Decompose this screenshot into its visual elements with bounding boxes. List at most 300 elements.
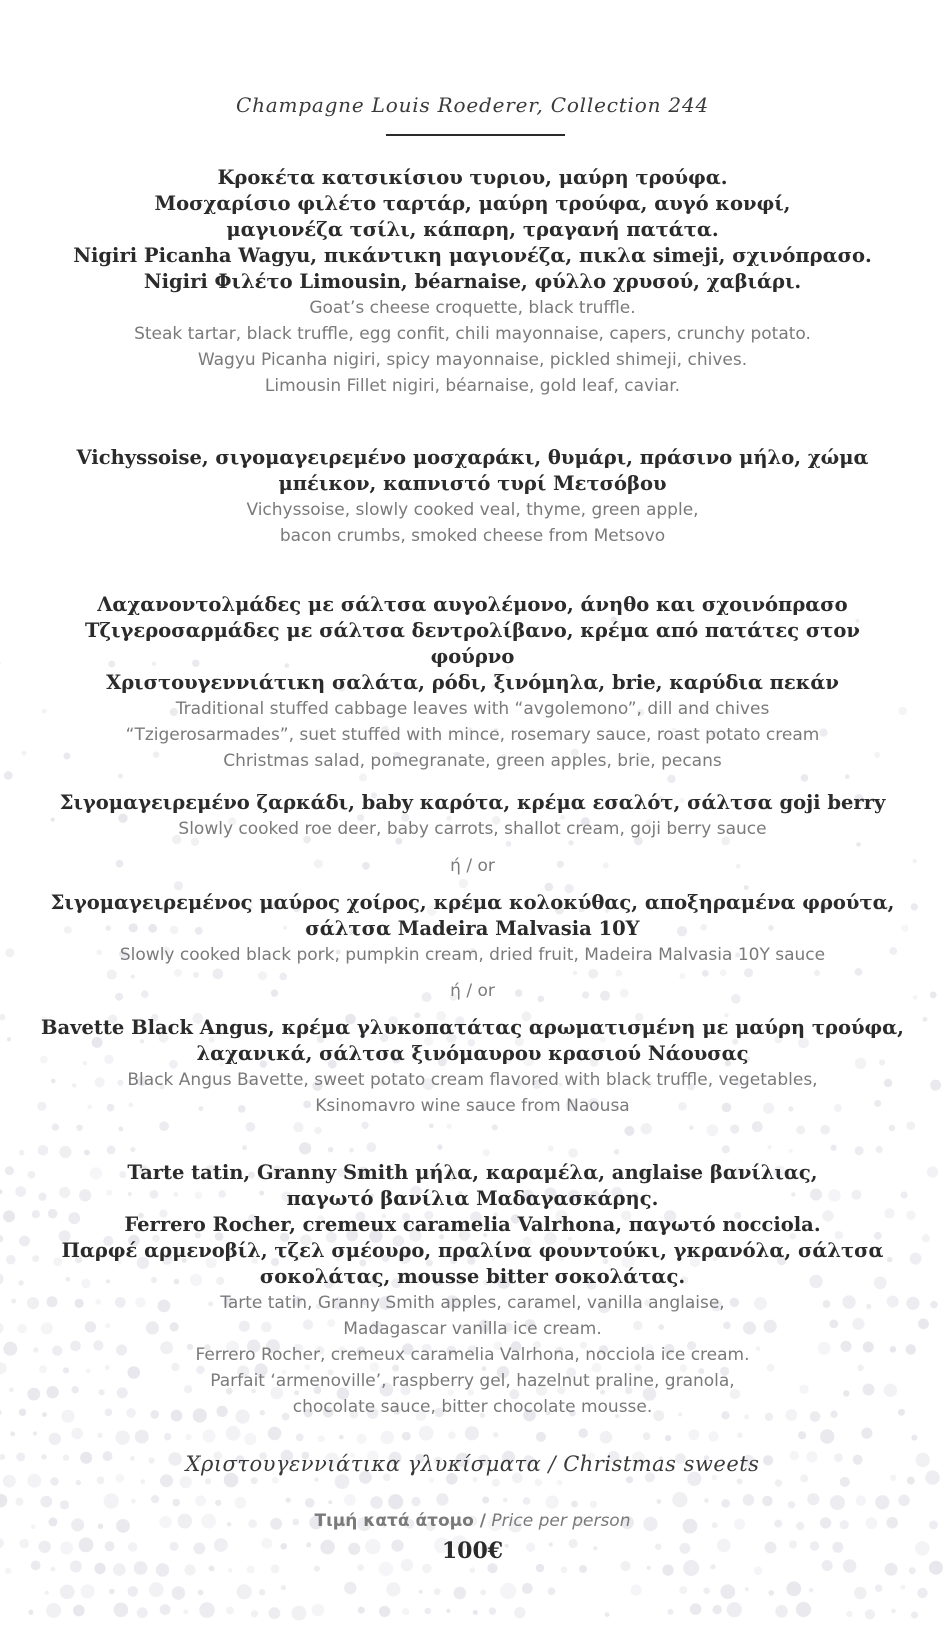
background-dot — [104, 1493, 119, 1508]
background-dot — [688, 1429, 699, 1440]
background-dot — [18, 1280, 23, 1285]
background-dot — [184, 1564, 195, 1575]
background-dot — [245, 1122, 255, 1132]
background-dot — [292, 1606, 307, 1621]
background-dot — [0, 1494, 7, 1508]
background-dot — [226, 1607, 234, 1615]
background-dot — [807, 1493, 819, 1505]
background-dot — [469, 1567, 475, 1573]
background-dot — [906, 1211, 916, 1221]
background-dot — [465, 1426, 479, 1440]
background-dot — [754, 1566, 763, 1575]
background-dot — [128, 1586, 139, 1597]
background-dot — [906, 1344, 916, 1354]
background-dot — [118, 1127, 123, 1132]
background-dot — [590, 1501, 597, 1508]
background-dot — [930, 1080, 941, 1091]
background-dot — [437, 1144, 442, 1149]
background-dot — [745, 1587, 749, 1591]
background-dot — [0, 1014, 5, 1021]
background-dot — [7, 1037, 11, 1041]
course-greek-line: Λαχανοντολμάδες με σάλτσα αυγολέμονο, άνηθο και σχοινόπρασο — [97, 593, 848, 616]
background-dot — [641, 1123, 652, 1134]
background-dot — [789, 1149, 793, 1153]
background-dot — [662, 1565, 673, 1576]
background-dot — [293, 1122, 303, 1132]
background-dot — [573, 971, 577, 975]
background-dot — [493, 1432, 498, 1437]
dessert-english-line: Madagascar vanilla ice cream. — [343, 1319, 602, 1339]
background-dot — [419, 1590, 423, 1594]
background-dot — [489, 1607, 496, 1614]
price-label-english: Price per person — [491, 1511, 631, 1531]
background-dot — [722, 1145, 730, 1153]
background-dot — [796, 1125, 805, 1134]
main-option-bavette — [40, 1015, 905, 1119]
background-dot — [235, 1497, 247, 1509]
background-dot — [0, 1273, 4, 1285]
background-dot — [118, 773, 123, 778]
background-dot — [183, 1609, 188, 1614]
background-dot — [251, 1610, 258, 1617]
background-dot — [911, 903, 918, 910]
background-dot — [854, 1587, 867, 1600]
background-dot — [911, 1435, 917, 1441]
background-dot — [33, 1347, 38, 1352]
course-english-line: “Tzigerosarmades”, suet stuffed with mince, rosemary sauce, roast potato cream — [125, 725, 820, 745]
main-greek-line: λαχανικά, σάλτσα ξινόμαυρου κρασιού Νάουσας — [196, 1042, 749, 1065]
background-dot — [913, 859, 917, 863]
background-dot — [911, 1612, 918, 1619]
background-dot — [737, 1433, 742, 1438]
dessert-english-line: Tarte tatin, Granny Smith apples, caramel, vanilla anglaise, — [220, 1293, 725, 1313]
background-dot — [910, 1253, 922, 1265]
dessert-greek-line: παγωτό βανίλια Μαδαγασκάρης. — [286, 1187, 659, 1210]
background-dot — [6, 1255, 16, 1265]
background-dot — [379, 1606, 390, 1617]
background-dot — [446, 1124, 451, 1129]
background-dot — [244, 1433, 256, 1445]
background-dot — [579, 1565, 587, 1573]
background-dot — [27, 1297, 39, 1309]
background-dot — [402, 1432, 411, 1441]
background-dot — [199, 1602, 215, 1618]
dessert-greek-line: σοκολάτας, mousse bitter σοκολάτας. — [259, 1265, 686, 1288]
main-english-line: Slowly cooked black pork, pumpkin cream, dried fruit, Madeira Malvasia 10Y sauce — [119, 945, 826, 965]
course-greek-line: Nigiri Picanha Wagyu, πικάντικη μαγιονέζα, πικλα simeji, σχινόπρασο. — [73, 244, 872, 267]
background-dot — [109, 1589, 115, 1595]
background-dot — [865, 1609, 875, 1619]
course-greek-line: μπέικον, καπνιστό τυρί Μετσόβου — [278, 472, 667, 495]
background-dot — [314, 1566, 320, 1572]
background-dot — [624, 1126, 634, 1136]
background-dot — [361, 1122, 368, 1129]
background-dot — [600, 1431, 613, 1444]
background-dot — [568, 1148, 578, 1158]
background-dot — [548, 1146, 554, 1152]
background-dot — [906, 1297, 919, 1310]
background-dot — [339, 1435, 344, 1440]
background-dot — [370, 1496, 383, 1509]
main-option-roe-deer — [40, 790, 905, 842]
course-english-line: Christmas salad, pomegranate, green apples, brie, pecans — [223, 751, 722, 771]
background-dot — [328, 1147, 333, 1152]
background-dot — [202, 1429, 215, 1442]
background-dot — [615, 970, 622, 977]
background-dot — [578, 1428, 588, 1438]
dessert-english-line: Ferrero Rocher, cremeux caramelia Valrhona, nocciola ice cream. — [195, 1345, 750, 1365]
background-dot — [702, 970, 709, 977]
main-option-black-pork — [40, 890, 905, 968]
background-dot — [286, 1498, 291, 1503]
or-label: ή / or — [450, 981, 495, 1001]
background-dot — [703, 1588, 709, 1594]
background-dot — [922, 1234, 930, 1242]
main-greek-line: Bavette Black Angus, κρέμα γλυκοπατάτας αρωματισμένη με μαύρη τρούφα, — [41, 1016, 904, 1039]
background-dot — [9, 1387, 14, 1392]
price-value: 100€ — [441, 1538, 504, 1564]
background-dot — [349, 1148, 354, 1153]
background-dot — [927, 1166, 938, 1177]
background-dot — [19, 1150, 25, 1156]
dessert-english-line: chocolate sauce, bitter chocolate mousse. — [292, 1397, 653, 1417]
background-dot — [32, 1210, 40, 1218]
background-dot — [27, 1388, 40, 1401]
dessert-greek-line: Ferrero Rocher, cremeux caramelia Valrhona, παγωτό nocciola. — [124, 1213, 821, 1236]
background-dot — [84, 1150, 90, 1156]
background-dot — [215, 1500, 221, 1506]
background-dot — [889, 1125, 896, 1132]
background-dot — [643, 1432, 651, 1440]
background-dot — [366, 1142, 376, 1152]
course-greek-line: Κροκέτα κατσικίσιου τυριου, μαύρη τρούφα. — [217, 166, 728, 189]
background-dot — [0, 1362, 7, 1374]
background-dot — [483, 1149, 490, 1156]
background-dot — [159, 1121, 169, 1131]
background-dot — [172, 1586, 186, 1600]
background-dot — [690, 1603, 702, 1615]
background-dot — [831, 1145, 837, 1151]
background-dot — [845, 774, 850, 779]
background-dot — [707, 1124, 719, 1136]
header-divider — [386, 134, 565, 136]
main-english-line: Black Angus Bavette, sweet potato cream flavored with black truffle, vegetables, — [127, 1070, 818, 1090]
background-dot — [16, 1498, 24, 1506]
background-dot — [130, 1147, 135, 1152]
main-greek-line: σάλτσα Madeira Malvasia 10Y — [305, 917, 640, 940]
background-dot — [17, 1324, 26, 1333]
background-dot — [268, 1427, 282, 1441]
background-dot — [386, 1582, 400, 1596]
background-dot — [500, 1583, 516, 1599]
background-dot — [913, 995, 918, 1000]
background-dot — [704, 1498, 709, 1503]
background-dot — [149, 1582, 164, 1597]
background-dot — [917, 1588, 927, 1598]
background-dot — [5, 1567, 12, 1574]
background-dot — [900, 1585, 905, 1590]
course-greek-line: Nigiri Φιλέτο Limousin, béarnaise, φύλλο χρυσού, χαβιάρι. — [143, 270, 802, 293]
background-dot — [318, 1435, 325, 1442]
background-dot — [28, 1610, 33, 1615]
background-dot — [22, 751, 27, 756]
background-dot — [679, 1586, 687, 1594]
background-dot — [38, 1145, 49, 1156]
dessert-greek-line: Tarte tatin, Granny Smith μήλα, καραμέλα, anglaise βανίλιας, — [127, 1161, 818, 1184]
background-dot — [242, 1145, 247, 1150]
background-dot — [546, 1495, 559, 1508]
background-dot — [131, 1499, 136, 1504]
background-dot — [492, 1124, 498, 1130]
background-dot — [247, 1565, 255, 1573]
background-dot — [46, 1603, 61, 1618]
background-dot — [60, 1585, 75, 1600]
background-dot — [744, 968, 753, 977]
background-dot — [73, 1605, 85, 1617]
background-dot — [19, 1409, 26, 1416]
course-english-line: Limousin Fillet nigiri, béarnaise, gold leaf, caviar. — [264, 376, 681, 396]
background-dot — [930, 992, 937, 999]
background-dot — [299, 1142, 311, 1154]
background-dot — [0, 1322, 4, 1334]
background-dot — [71, 1428, 83, 1440]
background-dot — [614, 1149, 620, 1155]
background-dot — [448, 1432, 456, 1440]
background-dot — [561, 1567, 568, 1574]
background-dot — [480, 1590, 486, 1596]
background-dot — [419, 1426, 434, 1441]
background-dot — [571, 1501, 578, 1508]
background-dot — [328, 1500, 332, 1504]
background-dot — [358, 1607, 365, 1614]
background-dot — [798, 1431, 806, 1439]
background-dot — [237, 1584, 252, 1599]
dessert-english-line: Parfait ‘armenoville’, raspberry gel, hazelnut praline, granola, — [210, 1371, 735, 1391]
background-dot — [0, 1189, 3, 1194]
background-dot — [296, 1434, 304, 1442]
background-dot — [657, 1499, 662, 1504]
background-dot — [19, 1236, 30, 1247]
background-dot — [801, 774, 809, 782]
course-english-line: Traditional stuffed cabbage leaves with “avgolemono”, dill and chives — [175, 699, 770, 719]
background-dot — [4, 771, 13, 780]
background-dot — [436, 1493, 448, 1505]
background-dot — [752, 1121, 763, 1132]
background-dot — [856, 842, 860, 846]
background-dot — [59, 1146, 71, 1158]
main-english-line: Ksinomavro wine sauce from Naousa — [315, 1096, 630, 1116]
background-dot — [0, 661, 1, 665]
background-dot — [909, 1567, 916, 1574]
background-dot — [473, 1610, 478, 1615]
background-dot — [672, 1492, 687, 1507]
course-traditional — [40, 592, 905, 774]
background-dot — [281, 1585, 286, 1590]
background-dot — [0, 1235, 3, 1242]
price-label — [0, 1508, 945, 1534]
background-dot — [727, 1602, 742, 1617]
background-dot — [135, 1430, 149, 1444]
background-dot — [15, 1186, 26, 1197]
or-label: ή / or — [450, 856, 495, 876]
background-dot — [33, 1431, 37, 1435]
background-dot — [76, 1125, 82, 1131]
menu-header-title: Champagne Louis Roederer, Collection 244 — [235, 93, 709, 117]
background-dot — [548, 1587, 556, 1595]
background-dot — [0, 1409, 1, 1415]
background-dot — [198, 1590, 204, 1596]
background-dot — [3, 1210, 15, 1222]
background-dot — [631, 1585, 642, 1596]
background-dot — [906, 1121, 915, 1130]
background-dot — [160, 1604, 171, 1615]
background-dot — [5, 948, 14, 957]
background-dot — [720, 969, 727, 976]
background-dot — [647, 1566, 651, 1570]
course-greek-line: Μοσχαρίσιο φιλέτο ταρτάρ, μαύρη τρούφα, αυγό κονφί, — [154, 192, 791, 215]
background-dot — [434, 1588, 441, 1595]
background-dot — [172, 1499, 180, 1507]
background-dot — [137, 1607, 148, 1618]
background-dot — [814, 970, 820, 976]
background-dot — [743, 1494, 755, 1506]
background-dot — [32, 1255, 39, 1262]
course-english-line: Goat’s cheese croquette, black truffle. — [309, 298, 636, 318]
dessert-greek-line: Παρφέ αρμενοβίλ, τζελ σμέουρο, πραλίνα φουντούκι, γκρανόλα, σάλτσα — [61, 1239, 884, 1262]
background-dot — [344, 1494, 356, 1506]
background-dot — [721, 1584, 736, 1599]
course-english-line: Steak tartar, black truffle, egg confit, chili mayonnaise, capers, crunchy potato. — [134, 324, 811, 344]
background-dot — [809, 1588, 814, 1593]
background-dot — [381, 1431, 394, 1444]
background-dot — [344, 1582, 356, 1594]
background-dot — [522, 1583, 533, 1594]
background-dot — [228, 1568, 232, 1572]
background-dot — [424, 1608, 431, 1615]
background-dot — [114, 1603, 129, 1618]
background-dot — [820, 1429, 834, 1443]
background-dot — [209, 1566, 215, 1572]
background-dot — [846, 1611, 852, 1617]
background-dot — [665, 1435, 671, 1441]
course-soup — [40, 445, 905, 549]
course-english-line: Wagyu Picanha nigiri, spicy mayonnaise, pickled shimeji, chives. — [197, 350, 748, 370]
background-dot — [713, 1605, 722, 1614]
course-greek-line: μαγιονέζα τσίλι, κάπαρη, τραγανή πατάτα. — [226, 218, 719, 241]
background-dot — [52, 1123, 59, 1130]
background-dot — [359, 773, 367, 781]
background-dot — [40, 1496, 52, 1508]
background-dot — [891, 1609, 896, 1614]
background-dot — [861, 1428, 872, 1439]
background-dot — [459, 879, 469, 889]
background-dot — [446, 1609, 450, 1613]
background-dot — [767, 1145, 771, 1149]
background-dot — [174, 969, 182, 977]
background-dot — [107, 1146, 116, 1155]
background-dot — [226, 1426, 241, 1441]
background-dot — [312, 1604, 325, 1617]
main-english-line: Slowly cooked roe deer, baby carrots, shallot cream, goji berry sauce — [178, 819, 767, 839]
background-dot — [454, 1587, 467, 1600]
background-dot — [28, 1171, 36, 1179]
course-starters — [40, 165, 905, 399]
background-dot — [689, 1126, 693, 1130]
background-dot — [164, 1433, 172, 1441]
background-dot — [898, 1495, 910, 1507]
background-dot — [3, 1342, 17, 1356]
background-dot — [923, 1017, 928, 1022]
background-dot — [185, 1434, 191, 1440]
background-dot — [5, 1166, 14, 1175]
background-dot — [730, 1124, 739, 1133]
background-dot — [97, 1433, 102, 1438]
background-dot — [503, 1498, 508, 1503]
background-dot — [769, 1590, 775, 1596]
background-dot — [514, 1607, 525, 1618]
background-dot — [305, 1498, 315, 1508]
background-dot — [195, 1495, 206, 1506]
or-separator — [40, 853, 905, 879]
course-greek-line: Vichyssoise, σιγομαγειρεμένο μοσχαράκι, θυμάρι, πράσινο μήλο, χώμα — [76, 446, 869, 469]
course-english-line: Vichyssoise, slowly cooked veal, thyme, green apple, — [246, 500, 699, 520]
background-dot — [314, 1127, 321, 1134]
background-dot — [81, 1584, 95, 1598]
background-dot — [708, 1431, 718, 1441]
background-dot — [775, 1605, 788, 1618]
main-greek-line: Σιγομαγειρεμένο ζαρκάδι, baby καρότα, κρέμα εσαλότ, σάλτσα goji berry — [59, 791, 886, 814]
background-dot — [536, 1432, 546, 1442]
background-dot — [429, 1123, 434, 1128]
background-dot — [796, 1602, 811, 1617]
background-dot — [482, 1497, 489, 1504]
background-dot — [11, 1299, 16, 1304]
main-greek-line: Σιγομαγειρεμένος μαύρος χοίρος, κρέμα κολοκύθας, αποξηραμένα φρούτα, — [50, 891, 895, 914]
background-dot — [918, 1318, 929, 1329]
background-dot — [786, 1581, 801, 1596]
background-dot — [151, 1495, 159, 1503]
background-dot — [10, 1431, 15, 1436]
background-dot — [875, 1584, 883, 1592]
background-dot — [762, 1496, 772, 1506]
background-dot — [115, 1431, 129, 1445]
price-label-greek: Τιμή κατά άτομο / — [314, 1511, 486, 1531]
background-dot — [269, 1607, 281, 1619]
background-dot — [605, 1612, 610, 1617]
background-dot — [721, 1499, 730, 1508]
course-greek-line: Χριστουγεννιάτικη σαλάτα, ρόδι, ξινόμηλα, brie, καρύδια πεκάν — [106, 671, 839, 694]
background-dot — [856, 1495, 866, 1505]
background-dot — [667, 1609, 673, 1615]
background-dot — [930, 1301, 938, 1309]
background-dot — [820, 1125, 830, 1135]
background-dot — [259, 1589, 265, 1595]
course-desserts — [40, 1160, 905, 1420]
background-dot — [402, 1608, 409, 1615]
background-dot — [45, 1591, 49, 1595]
course-english-line: bacon crumbs, smoked cheese from Metsovo — [279, 526, 666, 546]
background-dot — [51, 1567, 56, 1572]
background-dot — [357, 1434, 367, 1444]
background-dot — [667, 775, 675, 783]
background-dot — [411, 1497, 420, 1506]
or-separator — [40, 978, 905, 1004]
background-dot — [855, 968, 863, 976]
background-dot — [49, 1433, 61, 1445]
christmas-sweets: Χριστουγεννιάτικα γλυκίσματα / Christmas sweets — [185, 1452, 760, 1476]
background-dot — [855, 1146, 864, 1155]
background-dot — [193, 972, 199, 978]
